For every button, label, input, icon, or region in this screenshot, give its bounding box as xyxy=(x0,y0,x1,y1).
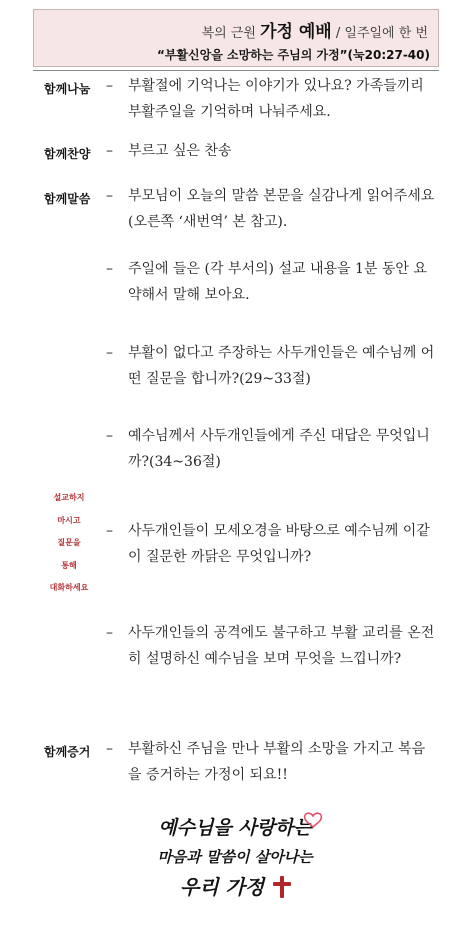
dash-marker: – xyxy=(106,78,113,94)
item-text: 부활하신 주님을 만나 부활의 소망을 가지고 복음을 증거하는 가정이 되요!! xyxy=(128,741,426,783)
header-title: 가정 예배 xyxy=(260,22,332,42)
list-item xyxy=(106,183,438,235)
item-text: 사두개인들이 모세오경을 바탕으로 예수님께 이같이 질문한 까닭은 무엇입니까? xyxy=(128,523,430,565)
list-item xyxy=(106,736,438,788)
item-text: 사두개인들의 공격에도 불구하고 부활 교리를 온전히 설명하신 예수님을 보며 무엇을 느낍니까? xyxy=(128,625,435,667)
header-title-line xyxy=(202,17,428,42)
header-prefix: 복의 근원 xyxy=(201,26,256,41)
item-text: 부르고 싶은 찬송 xyxy=(128,143,232,159)
list-item xyxy=(106,73,438,125)
item-text: 부활이 없다고 주장하는 사두개인들은 예수님께 어떤 질문을 합니까?(29~33절) xyxy=(128,345,435,387)
side-note-line: 통해 xyxy=(61,560,77,570)
item-text: 부모님이 오늘의 말씀 본문을 실감나게 읽어주세요(오른쪽 ‘새번역’ 본 참고). xyxy=(128,188,435,230)
dash-marker: – xyxy=(106,741,113,757)
list-item xyxy=(106,138,438,164)
item-text: 주일에 들은 (각 부서의) 설교 내용을 1분 동안 요약해서 말해 보아요. xyxy=(128,261,427,303)
side-note-line: 질문을 xyxy=(57,538,81,547)
side-note xyxy=(40,487,98,600)
section-label-word: 함께말씀 xyxy=(44,192,91,206)
calligraphy-logo xyxy=(130,806,340,916)
section-label-share: 함께나눔 xyxy=(44,82,91,96)
dash-marker: – xyxy=(106,428,113,444)
list-item xyxy=(106,256,438,308)
header-divider xyxy=(33,70,439,71)
side-note-line: 대화하세요 xyxy=(49,583,89,592)
dash-marker: – xyxy=(106,261,113,277)
calligraphy-line-2: 마음과 말씀이 살아나는 xyxy=(157,848,313,866)
header-suffix: / 일주일에 한 번 xyxy=(335,26,428,41)
side-note-line: 마시고 xyxy=(57,515,81,525)
list-item xyxy=(106,423,438,475)
dash-marker: – xyxy=(106,523,113,539)
header-theme: “부활신앙을 소망하는 주님의 가정”(눅20:27-40) xyxy=(156,48,430,62)
dash-marker: – xyxy=(106,345,113,361)
header-box xyxy=(33,9,439,67)
side-note-line: 설교하지 xyxy=(53,493,85,502)
dash-marker: – xyxy=(106,143,113,159)
dash-marker: – xyxy=(106,625,113,641)
section-label-witness: 함께증거 xyxy=(44,745,91,759)
calligraphy-line-1: 예수님을 사랑하는 xyxy=(158,817,312,839)
cross-icon xyxy=(273,876,291,898)
list-item xyxy=(106,340,438,392)
dash-marker: – xyxy=(106,188,113,204)
calligraphy-line-3: 우리 가정 xyxy=(179,875,265,899)
list-item xyxy=(106,518,438,570)
section-label-praise: 함께찬양 xyxy=(44,147,91,161)
item-text: 예수님께서 사두개인들에게 주신 대답은 무엇입니까?(34~36절) xyxy=(128,428,430,470)
list-item xyxy=(106,620,438,672)
item-text: 부활절에 기억나는 이야기가 있나요? 가족들끼리 부활주일을 기억하며 나눠주세요. xyxy=(128,78,424,120)
